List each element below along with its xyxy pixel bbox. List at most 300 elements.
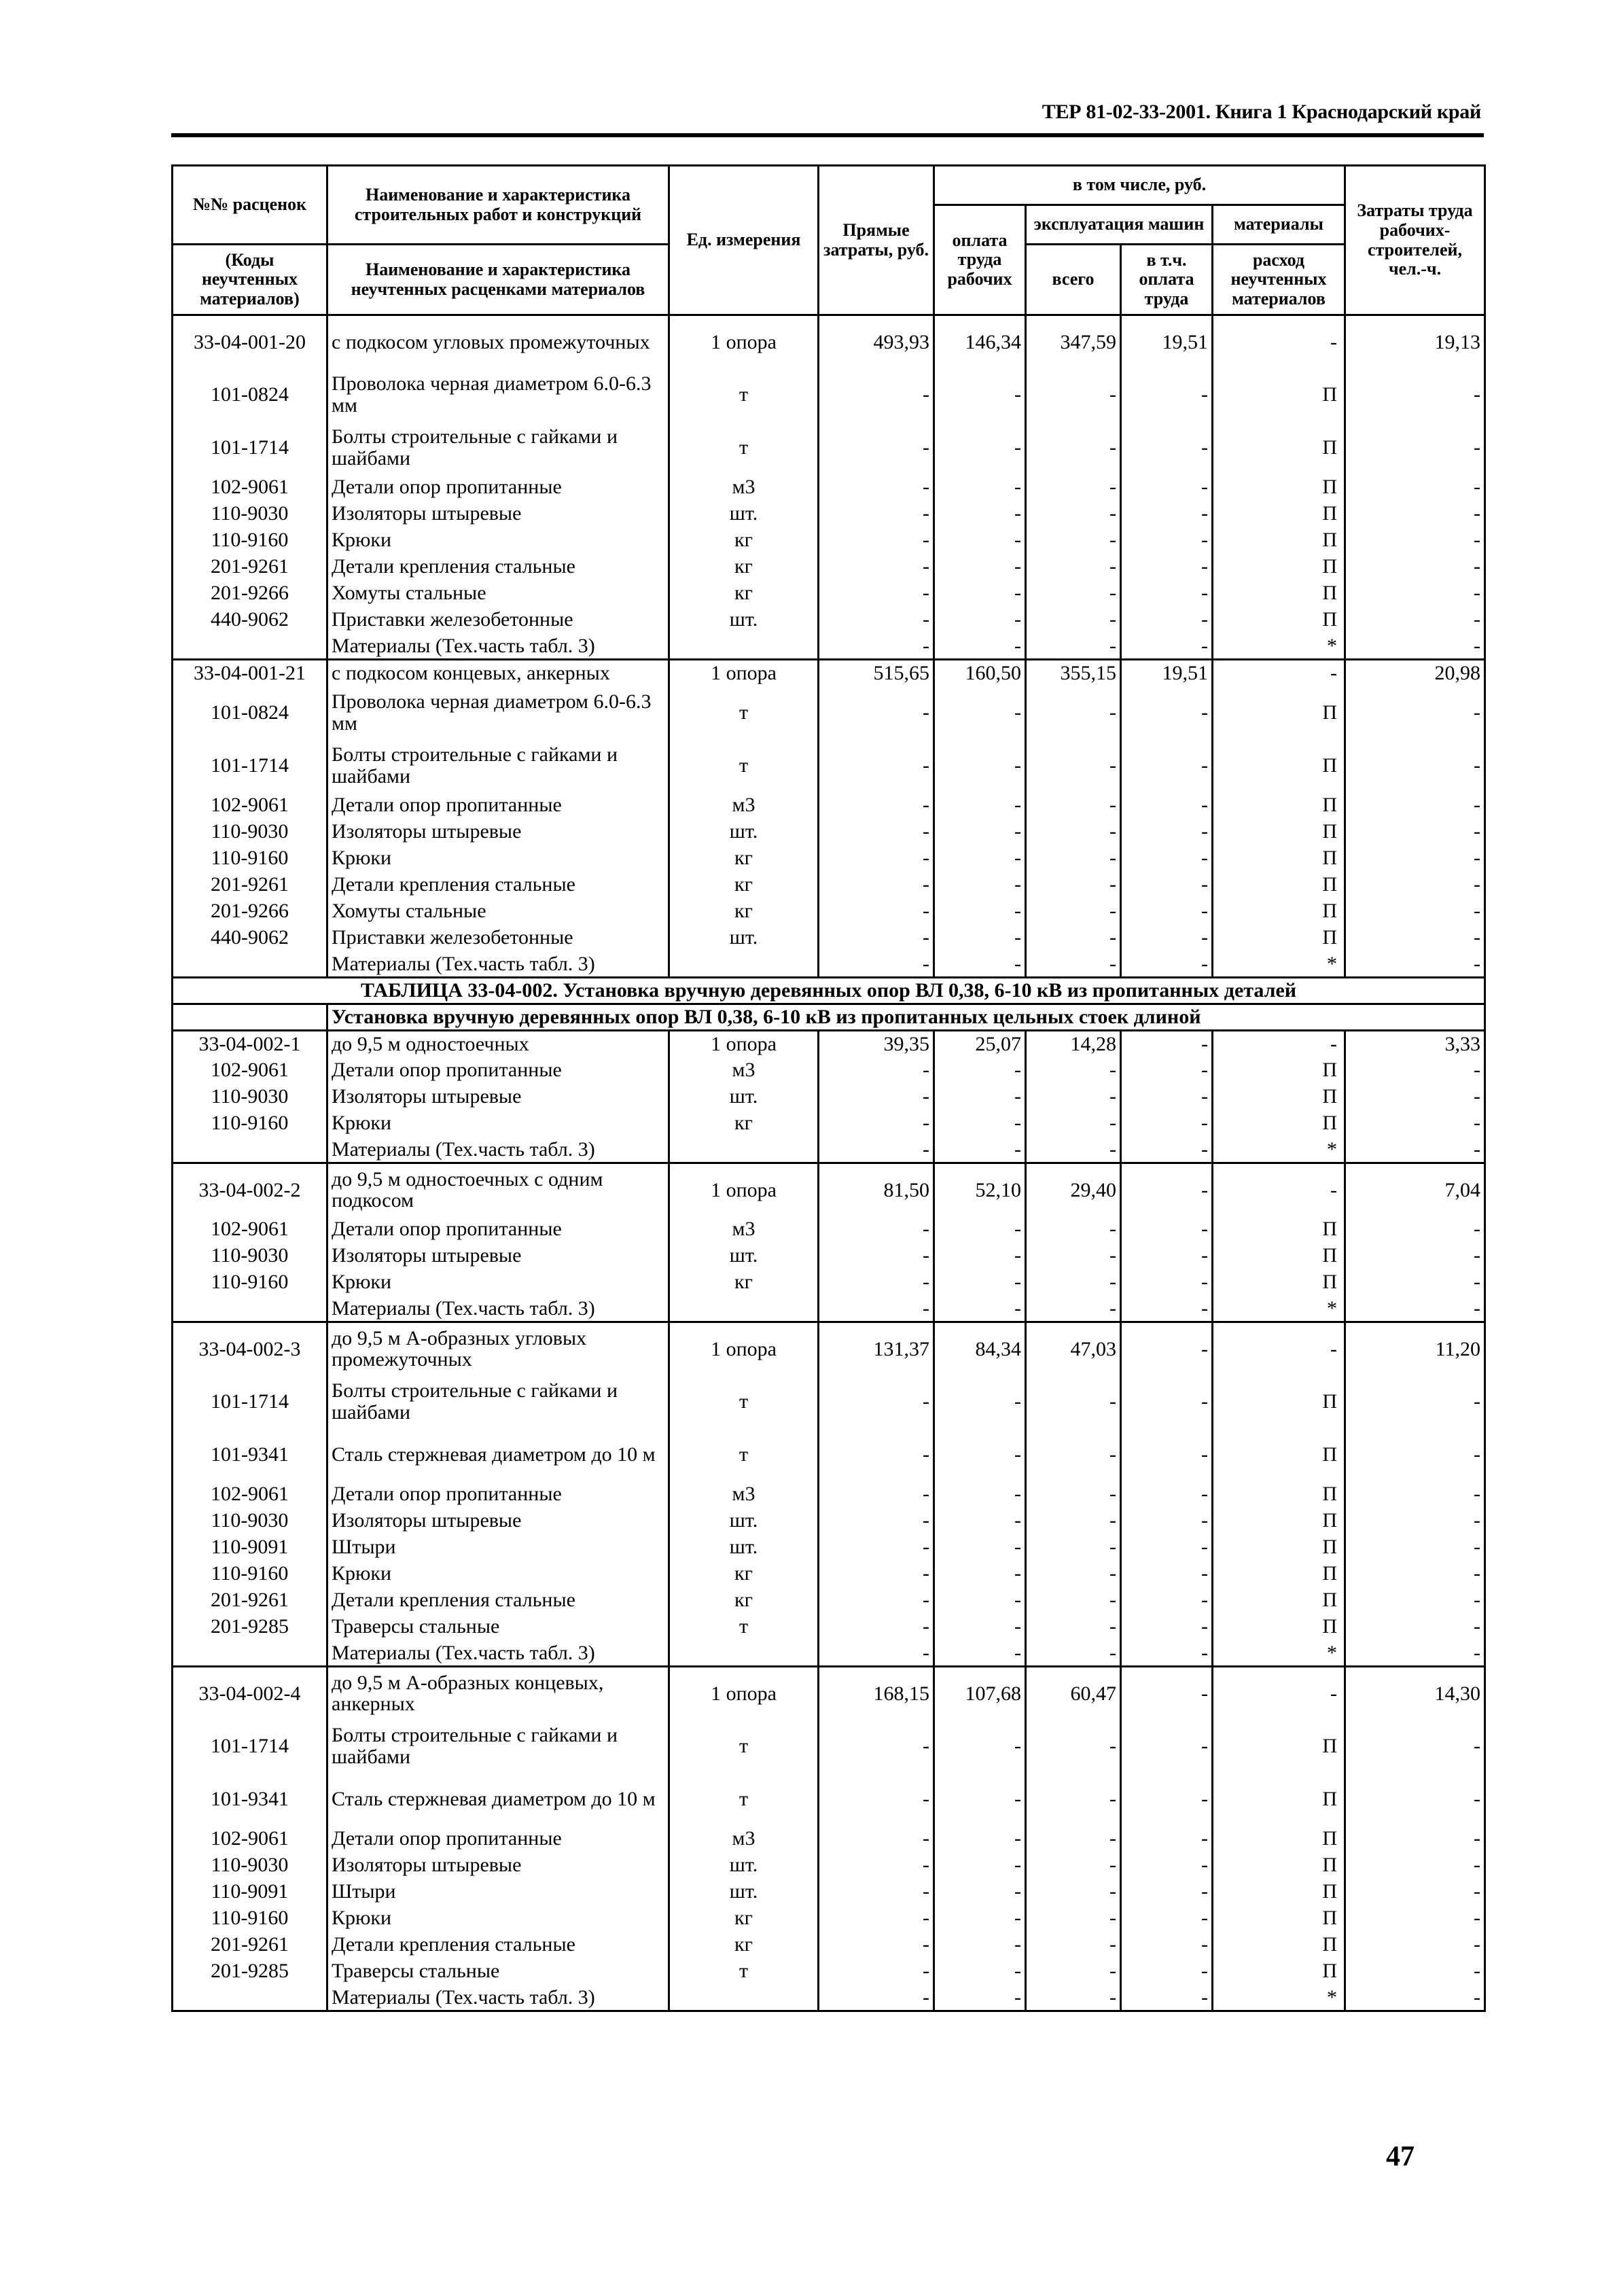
row-machines-total: -	[1026, 1852, 1121, 1879]
row-materials: П	[1213, 1614, 1345, 1640]
row-direct-costs: 168,15	[819, 1667, 934, 1720]
row-direct-costs: -	[819, 925, 934, 951]
row-machines-wage: -	[1121, 554, 1213, 580]
row-unit: кг	[669, 1110, 819, 1137]
row-name: Изоляторы штыревые	[327, 501, 669, 527]
row-labor: -	[1345, 1508, 1485, 1534]
row-name: Сталь стержневая диаметром до 10 м	[327, 1773, 669, 1826]
row-unit: т	[669, 739, 819, 792]
row-materials: -	[1213, 1667, 1345, 1720]
row-code: 33-04-002-2	[173, 1163, 327, 1216]
row-unit	[669, 1137, 819, 1163]
row-machines-total: -	[1026, 739, 1121, 792]
row-labor: -	[1345, 898, 1485, 925]
row-labor: -	[1345, 1773, 1485, 1826]
row-wage: -	[934, 1269, 1026, 1296]
row-machines-wage: -	[1121, 1163, 1213, 1216]
row-name: Детали крепления стальные	[327, 1587, 669, 1614]
row-labor: -	[1345, 1428, 1485, 1481]
row-machines-wage: -	[1121, 527, 1213, 554]
row-materials: П	[1213, 686, 1345, 739]
row-unit: шт.	[669, 819, 819, 845]
row-direct-costs: -	[819, 1057, 934, 1084]
row-machines-total: -	[1026, 1879, 1121, 1905]
row-labor: -	[1345, 607, 1485, 633]
material-row	[173, 633, 1485, 660]
row-direct-costs: -	[819, 1773, 934, 1826]
row-machines-total: -	[1026, 686, 1121, 739]
row-labor: -	[1345, 1296, 1485, 1322]
row-machines-wage: -	[1121, 1773, 1213, 1826]
row-materials: П	[1213, 1905, 1345, 1932]
row-direct-costs: -	[819, 819, 934, 845]
row-machines-total: -	[1026, 845, 1121, 872]
header-wage: оплата труда рабочих	[934, 205, 1026, 315]
row-labor: -	[1345, 1110, 1485, 1137]
row-machines-wage: -	[1121, 1296, 1213, 1322]
header-name-top: Наименование и характеристика строительных работ и конструкций	[327, 166, 669, 245]
row-machines-total: -	[1026, 368, 1121, 421]
row-direct-costs: 493,93	[819, 315, 934, 368]
header-code-top: №№ расценок	[173, 166, 327, 245]
material-row	[173, 1508, 1485, 1534]
subtitle-spacer	[173, 1004, 327, 1031]
row-code: 201-9261	[173, 1932, 327, 1958]
row-wage: -	[934, 686, 1026, 739]
row-code: 102-9061	[173, 1057, 327, 1084]
row-code: 101-0824	[173, 686, 327, 739]
row-direct-costs: -	[819, 1879, 934, 1905]
material-row	[173, 845, 1485, 872]
row-name: с подкосом концевых, анкерных	[327, 660, 669, 686]
row-wage: -	[934, 1879, 1026, 1905]
row-machines-total: -	[1026, 1640, 1121, 1667]
row-labor: -	[1345, 1614, 1485, 1640]
row-name: Детали крепления стальные	[327, 554, 669, 580]
row-machines-total: -	[1026, 1561, 1121, 1587]
row-machines-wage: -	[1121, 1561, 1213, 1587]
row-code: 101-9341	[173, 1428, 327, 1481]
row-code: 201-9285	[173, 1958, 327, 1985]
row-materials: П	[1213, 527, 1345, 554]
row-unit: шт.	[669, 1852, 819, 1879]
header-unit: Ед. измерения	[669, 166, 819, 315]
row-materials: *	[1213, 1985, 1345, 2011]
row-unit: шт.	[669, 1084, 819, 1110]
row-machines-total: -	[1026, 898, 1121, 925]
material-row	[173, 421, 1485, 474]
material-row	[173, 792, 1485, 819]
price-table	[171, 164, 1486, 2012]
row-materials: П	[1213, 1879, 1345, 1905]
row-code: 110-9160	[173, 1110, 327, 1137]
material-row	[173, 1640, 1485, 1667]
rate-row	[173, 1163, 1485, 1216]
row-materials: П	[1213, 739, 1345, 792]
header-machines-total: всего	[1026, 245, 1121, 315]
row-name: Изоляторы штыревые	[327, 1243, 669, 1269]
row-machines-total: -	[1026, 1216, 1121, 1243]
row-name: Изоляторы штыревые	[327, 1508, 669, 1534]
row-materials: П	[1213, 1216, 1345, 1243]
row-unit: шт.	[669, 501, 819, 527]
row-machines-total: -	[1026, 633, 1121, 660]
row-direct-costs: -	[819, 739, 934, 792]
row-labor: 7,04	[1345, 1163, 1485, 1216]
row-name: Крюки	[327, 1269, 669, 1296]
row-code: 201-9266	[173, 580, 327, 607]
row-machines-wage: -	[1121, 1879, 1213, 1905]
row-wage: -	[934, 1296, 1026, 1322]
row-direct-costs: -	[819, 1137, 934, 1163]
row-wage: 107,68	[934, 1667, 1026, 1720]
row-materials: П	[1213, 898, 1345, 925]
row-direct-costs: -	[819, 1428, 934, 1481]
row-code: 101-1714	[173, 421, 327, 474]
row-labor: -	[1345, 1269, 1485, 1296]
material-row	[173, 1932, 1485, 1958]
row-direct-costs: -	[819, 1985, 934, 2011]
row-name: Проволока черная диаметром 6.0-6.3 мм	[327, 686, 669, 739]
row-name: Крюки	[327, 1905, 669, 1932]
row-machines-total: 355,15	[1026, 660, 1121, 686]
row-name: Болты строительные с гайками и шайбами	[327, 1375, 669, 1428]
rate-row	[173, 315, 1485, 368]
row-wage: -	[934, 1587, 1026, 1614]
row-labor: -	[1345, 686, 1485, 739]
row-wage: -	[934, 1243, 1026, 1269]
row-machines-wage: -	[1121, 686, 1213, 739]
row-labor: -	[1345, 1216, 1485, 1243]
material-row	[173, 925, 1485, 951]
row-machines-wage: 19,51	[1121, 660, 1213, 686]
table-subtitle-row	[173, 1004, 1485, 1031]
row-name: Детали опор пропитанные	[327, 792, 669, 819]
row-machines-wage: -	[1121, 1826, 1213, 1852]
row-wage: -	[934, 1481, 1026, 1508]
row-machines-total: -	[1026, 474, 1121, 501]
row-labor: -	[1345, 792, 1485, 819]
header-materials-consumption: расход неучтенных материалов	[1213, 245, 1345, 315]
row-labor: -	[1345, 1826, 1485, 1852]
row-labor: 20,98	[1345, 660, 1485, 686]
row-code: 101-1714	[173, 1720, 327, 1773]
material-row	[173, 1269, 1485, 1296]
row-materials: П	[1213, 925, 1345, 951]
row-machines-wage: -	[1121, 1428, 1213, 1481]
row-unit: т	[669, 686, 819, 739]
material-row	[173, 1720, 1485, 1773]
row-name: Болты строительные с гайками и шайбами	[327, 1720, 669, 1773]
row-direct-costs: -	[819, 1375, 934, 1428]
material-row	[173, 1243, 1485, 1269]
header-name-bottom: Наименование и характеристика неучтенных расценками материалов	[327, 245, 669, 315]
row-materials: *	[1213, 951, 1345, 978]
row-direct-costs: -	[819, 1852, 934, 1879]
row-labor: -	[1345, 1057, 1485, 1084]
row-code: 110-9030	[173, 1243, 327, 1269]
table-header	[173, 166, 1485, 315]
row-wage: -	[934, 1216, 1026, 1243]
row-labor: 11,20	[1345, 1322, 1485, 1375]
header-direct-costs: Прямые затраты, руб.	[819, 166, 934, 315]
row-labor: -	[1345, 845, 1485, 872]
row-labor: -	[1345, 819, 1485, 845]
row-materials: -	[1213, 1163, 1345, 1216]
row-name: с подкосом угловых промежуточных	[327, 315, 669, 368]
row-direct-costs: -	[819, 607, 934, 633]
material-row	[173, 501, 1485, 527]
row-direct-costs: -	[819, 686, 934, 739]
row-unit: м3	[669, 1481, 819, 1508]
material-row	[173, 527, 1485, 554]
row-unit: т	[669, 1720, 819, 1773]
row-code: 110-9160	[173, 1561, 327, 1587]
row-direct-costs: -	[819, 872, 934, 898]
row-unit: т	[669, 368, 819, 421]
material-row	[173, 1375, 1485, 1428]
row-materials: П	[1213, 845, 1345, 872]
row-direct-costs: -	[819, 1243, 934, 1269]
row-machines-total: -	[1026, 1375, 1121, 1428]
row-wage: -	[934, 1375, 1026, 1428]
row-labor: -	[1345, 527, 1485, 554]
row-name: до 9,5 м А-образных концевых, анкерных	[327, 1667, 669, 1720]
row-wage: -	[934, 1640, 1026, 1667]
row-name: Траверсы стальные	[327, 1958, 669, 1985]
row-labor: -	[1345, 368, 1485, 421]
row-machines-total: -	[1026, 1137, 1121, 1163]
row-machines-total: -	[1026, 792, 1121, 819]
document-header: ТЕР 81-02-33-2001. Книга 1 Краснодарский край	[1042, 101, 1481, 123]
material-row	[173, 819, 1485, 845]
row-machines-wage: -	[1121, 898, 1213, 925]
row-materials: -	[1213, 315, 1345, 368]
row-labor: 14,30	[1345, 1667, 1485, 1720]
row-machines-wage: -	[1121, 1534, 1213, 1561]
row-machines-total: -	[1026, 1428, 1121, 1481]
material-row	[173, 739, 1485, 792]
row-code: 101-1714	[173, 739, 327, 792]
row-machines-wage: -	[1121, 607, 1213, 633]
row-name: Изоляторы штыревые	[327, 1852, 669, 1879]
row-code: 110-9030	[173, 1508, 327, 1534]
row-materials: П	[1213, 607, 1345, 633]
table-title-row	[173, 978, 1485, 1004]
row-labor: -	[1345, 1561, 1485, 1587]
row-direct-costs: -	[819, 1216, 934, 1243]
row-machines-wage: -	[1121, 1587, 1213, 1614]
row-unit: т	[669, 1375, 819, 1428]
material-row	[173, 1084, 1485, 1110]
row-direct-costs: -	[819, 898, 934, 925]
row-machines-total: -	[1026, 1720, 1121, 1773]
row-wage: -	[934, 845, 1026, 872]
row-materials: П	[1213, 554, 1345, 580]
row-unit	[669, 951, 819, 978]
row-direct-costs: -	[819, 368, 934, 421]
row-machines-total: -	[1026, 1110, 1121, 1137]
row-machines-wage: -	[1121, 474, 1213, 501]
row-code: 201-9261	[173, 1587, 327, 1614]
row-wage: -	[934, 368, 1026, 421]
row-machines-wage: -	[1121, 925, 1213, 951]
row-machines-total: -	[1026, 1057, 1121, 1084]
row-code: 102-9061	[173, 1481, 327, 1508]
row-name: Детали опор пропитанные	[327, 1481, 669, 1508]
row-wage: -	[934, 925, 1026, 951]
row-code	[173, 1985, 327, 2011]
row-materials: *	[1213, 1296, 1345, 1322]
table-title: ТАБЛИЦА 33-04-002. Установка вручную деревянных опор ВЛ 0,38, 6-10 кВ из пропитанных деталей	[173, 978, 1485, 1004]
row-materials: -	[1213, 1031, 1345, 1057]
row-wage: -	[934, 1057, 1026, 1084]
row-unit: 1 опора	[669, 1667, 819, 1720]
header-machines-wage: в т.ч. оплата труда	[1121, 245, 1213, 315]
row-machines-wage: -	[1121, 819, 1213, 845]
row-code: 33-04-002-3	[173, 1322, 327, 1375]
row-labor: -	[1345, 1481, 1485, 1508]
row-name: Сталь стержневая диаметром до 10 м	[327, 1428, 669, 1481]
row-name: Детали опор пропитанные	[327, 474, 669, 501]
row-wage: -	[934, 872, 1026, 898]
row-name: Штыри	[327, 1534, 669, 1561]
row-unit: кг	[669, 1269, 819, 1296]
row-unit: кг	[669, 845, 819, 872]
row-materials: П	[1213, 1773, 1345, 1826]
row-wage: -	[934, 580, 1026, 607]
row-unit: 1 опора	[669, 1322, 819, 1375]
row-wage: -	[934, 898, 1026, 925]
row-name: Приставки железобетонные	[327, 925, 669, 951]
row-machines-wage: -	[1121, 951, 1213, 978]
row-wage: -	[934, 1852, 1026, 1879]
row-machines-total: -	[1026, 1084, 1121, 1110]
row-machines-total: 47,03	[1026, 1322, 1121, 1375]
row-unit: м3	[669, 1216, 819, 1243]
row-wage: -	[934, 1137, 1026, 1163]
row-materials: П	[1213, 368, 1345, 421]
row-labor: -	[1345, 951, 1485, 978]
row-unit: кг	[669, 1932, 819, 1958]
row-unit	[669, 633, 819, 660]
row-materials: *	[1213, 1137, 1345, 1163]
row-materials: П	[1213, 1481, 1345, 1508]
row-unit: т	[669, 421, 819, 474]
row-machines-wage: -	[1121, 1031, 1213, 1057]
row-name: Детали крепления стальные	[327, 872, 669, 898]
row-name: до 9,5 м одностоечных	[327, 1031, 669, 1057]
row-direct-costs: -	[819, 1614, 934, 1640]
row-materials: П	[1213, 1720, 1345, 1773]
material-row	[173, 368, 1485, 421]
row-unit: кг	[669, 527, 819, 554]
row-machines-wage: -	[1121, 1375, 1213, 1428]
row-wage: -	[934, 1428, 1026, 1481]
material-row	[173, 474, 1485, 501]
material-row	[173, 554, 1485, 580]
material-row	[173, 1958, 1485, 1985]
row-wage: -	[934, 1534, 1026, 1561]
row-direct-costs: -	[819, 1905, 934, 1932]
row-code: 33-04-002-4	[173, 1667, 327, 1720]
row-unit: шт.	[669, 1879, 819, 1905]
material-row	[173, 1481, 1485, 1508]
row-unit: т	[669, 1614, 819, 1640]
row-labor: -	[1345, 633, 1485, 660]
row-unit: м3	[669, 1057, 819, 1084]
row-labor: -	[1345, 1534, 1485, 1561]
row-name: Детали крепления стальные	[327, 1932, 669, 1958]
row-machines-wage: -	[1121, 739, 1213, 792]
row-labor: -	[1345, 1587, 1485, 1614]
row-machines-wage: -	[1121, 633, 1213, 660]
row-machines-wage: -	[1121, 1958, 1213, 1985]
row-unit: шт.	[669, 925, 819, 951]
row-materials: П	[1213, 1932, 1345, 1958]
row-machines-total: -	[1026, 1614, 1121, 1640]
row-unit: 1 опора	[669, 660, 819, 686]
row-labor: -	[1345, 1958, 1485, 1985]
row-direct-costs: -	[819, 1110, 934, 1137]
row-code: 33-04-001-20	[173, 315, 327, 368]
row-code: 102-9061	[173, 1826, 327, 1852]
row-code: 201-9261	[173, 554, 327, 580]
row-code: 110-9160	[173, 1905, 327, 1932]
material-row	[173, 580, 1485, 607]
row-machines-wage: -	[1121, 1322, 1213, 1375]
row-name: Приставки железобетонные	[327, 607, 669, 633]
row-direct-costs: -	[819, 474, 934, 501]
row-name: Детали опор пропитанные	[327, 1216, 669, 1243]
row-materials: П	[1213, 792, 1345, 819]
row-machines-total: -	[1026, 554, 1121, 580]
row-unit: кг	[669, 872, 819, 898]
row-unit	[669, 1985, 819, 2011]
row-labor: 19,13	[1345, 315, 1485, 368]
material-row	[173, 1985, 1485, 2011]
material-row	[173, 1587, 1485, 1614]
row-unit: т	[669, 1958, 819, 1985]
row-unit: кг	[669, 580, 819, 607]
row-machines-wage: -	[1121, 368, 1213, 421]
rate-row	[173, 1031, 1485, 1057]
row-labor: -	[1345, 474, 1485, 501]
row-wage: -	[934, 1958, 1026, 1985]
row-machines-total: -	[1026, 925, 1121, 951]
row-labor: -	[1345, 925, 1485, 951]
row-code	[173, 1137, 327, 1163]
row-name: до 9,5 м одностоечных с одним подкосом	[327, 1163, 669, 1216]
row-direct-costs: -	[819, 951, 934, 978]
row-name: Материалы (Тех.часть табл. 3)	[327, 1640, 669, 1667]
material-row	[173, 607, 1485, 633]
row-machines-wage: -	[1121, 872, 1213, 898]
row-name: Материалы (Тех.часть табл. 3)	[327, 1296, 669, 1322]
row-wage: 160,50	[934, 660, 1026, 686]
row-machines-total: 29,40	[1026, 1163, 1121, 1216]
row-machines-total: -	[1026, 872, 1121, 898]
row-wage: -	[934, 792, 1026, 819]
row-materials: П	[1213, 1428, 1345, 1481]
material-row	[173, 1826, 1485, 1852]
row-machines-wage: -	[1121, 1137, 1213, 1163]
row-direct-costs: -	[819, 580, 934, 607]
row-direct-costs: -	[819, 1534, 934, 1561]
row-direct-costs: -	[819, 501, 934, 527]
row-materials: П	[1213, 474, 1345, 501]
row-machines-total: -	[1026, 819, 1121, 845]
